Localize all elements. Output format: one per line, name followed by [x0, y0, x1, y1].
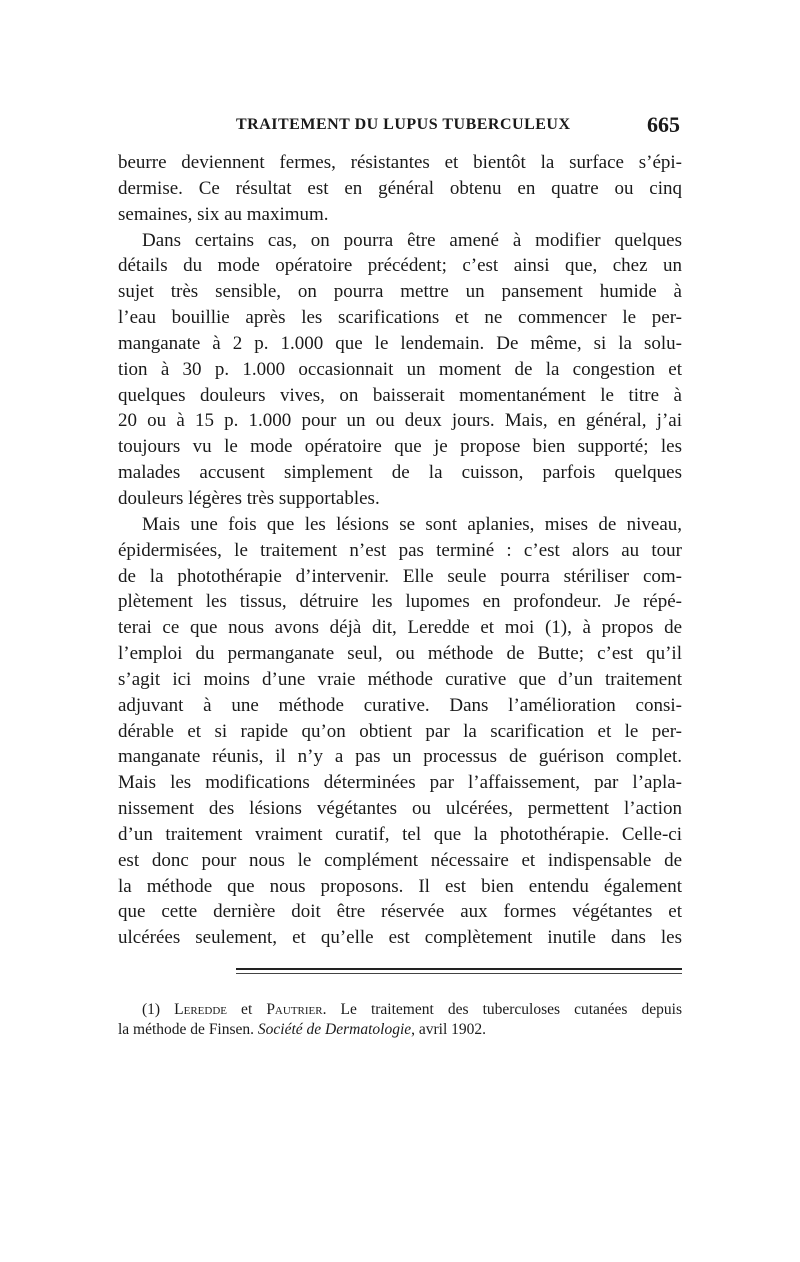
text-line: dermise. Ce résultat est en général obtenu en quatre ou cinq [118, 177, 682, 199]
text-line: la méthode que nous proposons. Il est bien entendu également [118, 875, 682, 897]
text-line: beurre deviennent fermes, résistantes et bientôt la surface s’épi- [118, 152, 682, 173]
footnote-marker: (1) [142, 1001, 161, 1018]
footnote-line [118, 1020, 682, 1040]
text-line: terai ce que nous avons déjà dit, Leredde et moi (1), à propos de [118, 617, 682, 639]
text-line: que cette dernière doit être réservée aux formes végétantes et [118, 901, 682, 923]
text-line: douleurs légères très supportables. [118, 487, 380, 509]
page-number: 665 [647, 112, 680, 137]
text-line: Mais une fois que les lésions se sont aplanies, mises de niveau, [142, 513, 682, 535]
text-line: s’agit ici moins d’une vraie méthode curative que d’un traitement [118, 668, 682, 690]
body-text [118, 150, 682, 951]
text-line: adjuvant à une méthode curative. Dans l’amélioration consi- [118, 694, 682, 716]
footnote-line [118, 1000, 682, 1020]
text-line: tion à 30 p. 1.000 occasionnait un moment de la congestion et [118, 358, 682, 380]
footnote-journal: Société de Dermatologie [257, 1021, 412, 1038]
text-line: Mais les modifications déterminées par l’affaissement, par l’apla- [118, 772, 682, 794]
running-head [118, 112, 680, 146]
running-title: TRAITEMENT DU LUPUS TUBERCULEUX [236, 116, 571, 133]
text-line: Dans certains cas, on pourra être amené à modifier quelques [142, 229, 682, 251]
footnote-rule-thin [236, 973, 682, 974]
text-line: détails du mode opératoire précédent; c’est ainsi que, chez un [118, 255, 682, 277]
text-line: l’eau bouillie après les scarifications et ne commencer le per- [118, 307, 682, 329]
text-line: nissement des lésions végétantes ou ulcérées, permettent l’action [118, 798, 682, 820]
footnote [118, 1000, 682, 1040]
footnote-title: Le traitement des tuberculoses cutanées depuis [326, 1001, 682, 1018]
text-line: plètement les tissus, détruire les lupomes en profondeur. Je répé- [118, 591, 682, 613]
text-line: de la photothérapie d’intervenir. Elle seule pourra stériliser com- [118, 565, 682, 587]
footnote-author: Leredde [174, 1001, 227, 1018]
text-line: semaines, six au maximum. [118, 203, 329, 225]
text-line: ulcérées seulement, et qu’elle est complètement inutile dans les [118, 927, 682, 949]
text-line: malades accusent simplement de la cuisson, parfois quelques [118, 462, 682, 484]
text-line: dérable et si rapide qu’on obtient par la scarification et le per- [118, 720, 682, 742]
text-line: épidermisées, le traitement n’est pas terminé : c’est alors au tour [118, 539, 682, 561]
footnote-conjunction: et [227, 1001, 267, 1018]
text-line: l’emploi du permanganate seul, ou méthode de Butte; c’est qu’il [118, 643, 682, 665]
text-line: manganate réunis, il n’y a pas un processus de guérison complet. [118, 746, 682, 768]
footnote-rule [236, 968, 682, 970]
footnote-author: Pautrier. [266, 1001, 327, 1018]
text-line: manganate à 2 p. 1.000 que le lendemain. De même, si la solu- [118, 332, 682, 354]
footnote-title-cont: la méthode de Finsen. [118, 1021, 258, 1038]
text-line: quelques douleurs vives, on baisserait momentanément le titre à [118, 384, 682, 406]
text-line: est donc pour nous le complément nécessaire et indispensable de [118, 849, 682, 871]
text-line: toujours vu le mode opératoire que je propose bien supporté; les [118, 436, 682, 458]
text-line: sujet très sensible, on pourra mettre un pansement humide à [118, 281, 682, 303]
text-line: 20 ou à 15 p. 1.000 pour un ou deux jours. Mais, en général, j’ai [118, 410, 682, 432]
footnote-date: , avril 1902. [411, 1021, 487, 1038]
text-line: d’un traitement vraiment curatif, tel que la photothérapie. Celle-ci [118, 823, 682, 845]
